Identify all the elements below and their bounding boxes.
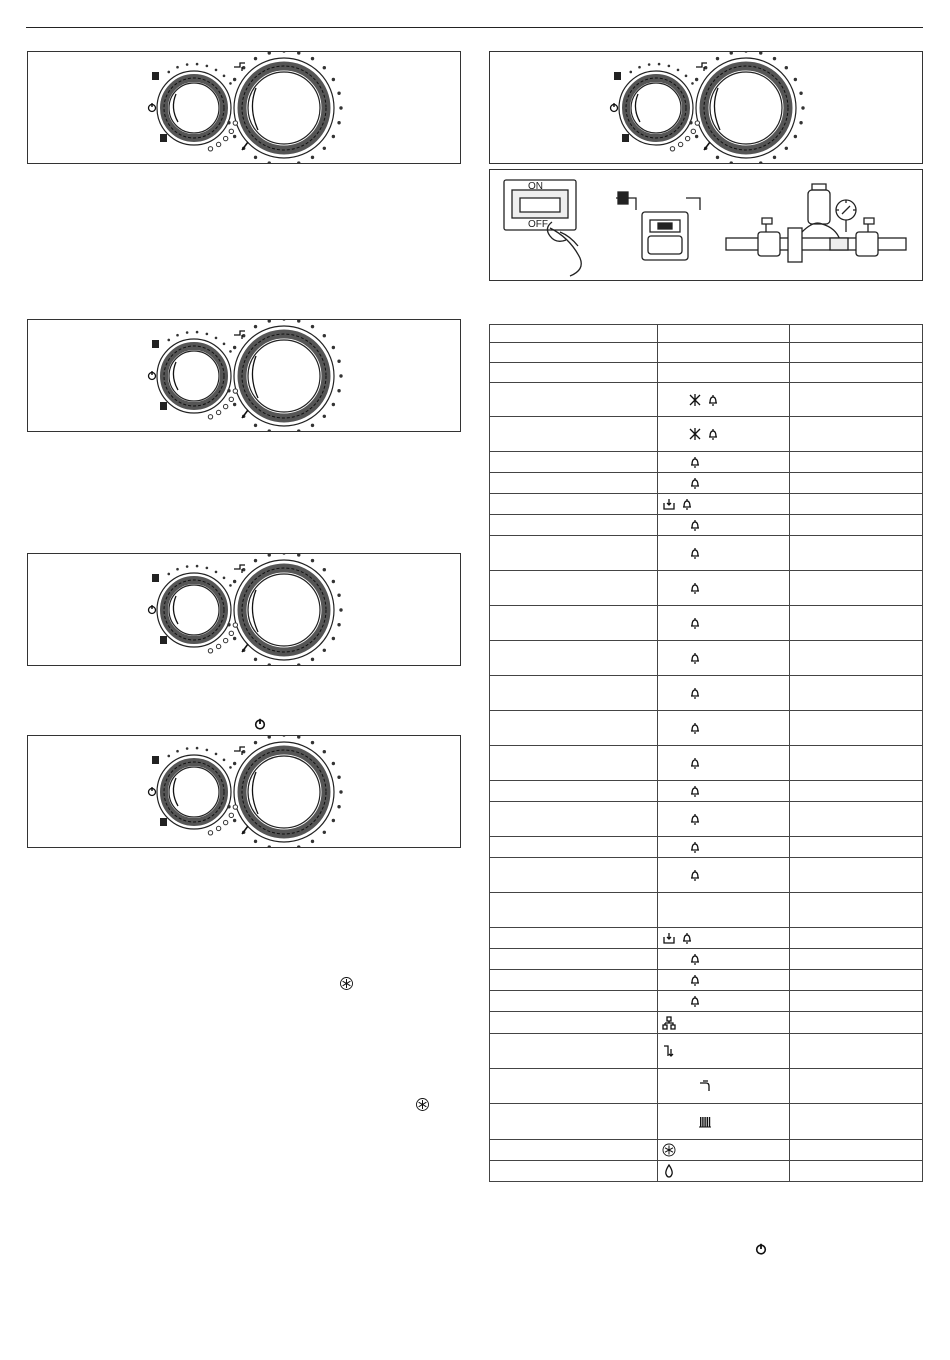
symbol-group (658, 581, 789, 595)
symbol-group (658, 455, 789, 469)
symbol-group (658, 497, 789, 511)
symbol-cell (658, 1069, 790, 1104)
installation-figure (489, 169, 923, 281)
code-cell (490, 571, 658, 606)
snowflake-icon (340, 977, 353, 990)
bell-icon (688, 994, 702, 1008)
pressure-icon (662, 931, 676, 945)
reset-cell (790, 417, 923, 452)
reset-cell (790, 452, 923, 473)
symbol-cell (658, 928, 790, 949)
symbol-cell (658, 1104, 790, 1140)
symbol-cell (658, 571, 790, 606)
symbol-group (658, 686, 789, 700)
table-row (490, 746, 923, 781)
symbol-group (658, 427, 789, 441)
symbol-cell (658, 991, 790, 1012)
symbol-cell (658, 970, 790, 991)
standby-icon (755, 1243, 767, 1255)
table-row (490, 325, 923, 343)
code-cell (490, 1161, 658, 1182)
code-cell (490, 363, 658, 383)
control-panel-figure-3 (27, 553, 461, 666)
bell-icon (706, 393, 720, 407)
table-row (490, 893, 923, 928)
standby-icon (149, 605, 156, 614)
reset-cell (790, 571, 923, 606)
bell-icon (680, 497, 694, 511)
reset-cell (790, 363, 923, 383)
symbol-cell (658, 606, 790, 641)
code-cell (490, 893, 658, 928)
table-row (490, 1069, 923, 1104)
bell-icon (688, 581, 702, 595)
symbol-group (658, 1079, 789, 1093)
bell-icon (688, 546, 702, 560)
standby-icon (611, 103, 618, 112)
table-row (490, 781, 923, 802)
table-row (490, 928, 923, 949)
control-panel-figure-4 (27, 735, 461, 848)
symbol-cell (658, 452, 790, 473)
snowflake-icon (662, 1143, 676, 1157)
gas-meter-illustration (616, 192, 700, 260)
symbol-group (658, 721, 789, 735)
bell-icon (688, 868, 702, 882)
code-cell (490, 1034, 658, 1069)
symbol-cell (658, 746, 790, 781)
symbol-cell (658, 343, 790, 363)
symbol-cell (658, 676, 790, 711)
snowflake-icon (416, 1098, 429, 1111)
symbol-group (658, 1164, 789, 1178)
reset-cell (790, 473, 923, 494)
reset-cell (790, 781, 923, 802)
reset-cell (790, 1161, 923, 1182)
reset-cell (790, 383, 923, 417)
symbol-group (658, 840, 789, 854)
symbol-group (658, 756, 789, 770)
symbol-cell (658, 949, 790, 970)
symbol-group (658, 931, 789, 945)
table-row (490, 383, 923, 417)
table-row (490, 494, 923, 515)
reset-cell (790, 515, 923, 536)
symbol-cell (658, 473, 790, 494)
table-row (490, 991, 923, 1012)
network-icon (662, 1016, 676, 1030)
code-cell (490, 991, 658, 1012)
symbol-cell (658, 417, 790, 452)
reset-cell (790, 858, 923, 893)
bell-icon (688, 973, 702, 987)
symbol-group (658, 952, 789, 966)
table-row (490, 571, 923, 606)
fan-icon (688, 427, 702, 441)
radiator-icon (160, 636, 167, 644)
reset-cell (790, 641, 923, 676)
symbol-cell (658, 711, 790, 746)
header-rule (26, 27, 923, 28)
table-row (490, 1140, 923, 1161)
table-row (490, 363, 923, 383)
reset-cell (790, 494, 923, 515)
reset-cell (790, 991, 923, 1012)
symbol-group (658, 812, 789, 826)
reset-cell (790, 928, 923, 949)
flame-icon (662, 1164, 676, 1178)
radiator-icon (160, 818, 167, 826)
table-row (490, 1104, 923, 1140)
control-panel-figure-2 (27, 319, 461, 432)
code-cell (490, 417, 658, 452)
symbol-cell (658, 536, 790, 571)
reset-cell (790, 1012, 923, 1034)
table-row (490, 452, 923, 473)
radiator-icon (152, 340, 159, 348)
code-cell (490, 711, 658, 746)
knob-drawing (28, 554, 460, 665)
code-cell (490, 802, 658, 837)
control-panel-figure-1 (27, 51, 461, 164)
knob-drawing (28, 736, 460, 847)
fault-code-table (489, 324, 923, 1182)
standby-icon (149, 371, 156, 380)
radiator-icon (698, 1115, 712, 1129)
symbol-group (658, 616, 789, 630)
bell-icon (688, 721, 702, 735)
symbol-group (658, 868, 789, 882)
reset-cell (790, 970, 923, 991)
bell-icon (688, 840, 702, 854)
bell-icon (688, 616, 702, 630)
code-cell (490, 606, 658, 641)
code-cell (490, 494, 658, 515)
reset-cell (790, 1034, 923, 1069)
bell-icon (688, 476, 702, 490)
code-cell (490, 536, 658, 571)
symbol-group (658, 1044, 789, 1058)
bell-icon (688, 812, 702, 826)
symbol-cell (658, 383, 790, 417)
code-cell (490, 1012, 658, 1034)
reset-cell (790, 893, 923, 928)
table-row (490, 417, 923, 452)
code-cell (490, 1069, 658, 1104)
reset-cell (790, 606, 923, 641)
bell-icon (688, 952, 702, 966)
symbol-cell (658, 363, 790, 383)
code-cell (490, 837, 658, 858)
code-cell (490, 746, 658, 781)
bell-icon (688, 686, 702, 700)
switch-on-label: ON (528, 181, 543, 192)
valve-assembly-illustration (726, 184, 906, 262)
reset-cell (790, 325, 923, 343)
symbol-cell (658, 1161, 790, 1182)
code-cell (490, 473, 658, 494)
radiator-icon (614, 72, 621, 80)
table-row (490, 858, 923, 893)
symbol-cell (658, 893, 790, 928)
table-row (490, 515, 923, 536)
code-cell (490, 676, 658, 711)
reset-cell (790, 343, 923, 363)
table-row (490, 536, 923, 571)
table-row (490, 711, 923, 746)
table-row (490, 970, 923, 991)
standby-icon (149, 103, 156, 112)
code-cell (490, 781, 658, 802)
table-row (490, 641, 923, 676)
table-row (490, 1161, 923, 1182)
bell-icon (688, 455, 702, 469)
flue-icon (662, 1044, 676, 1058)
bell-icon (688, 756, 702, 770)
standby-icon (149, 787, 156, 796)
table-row (490, 676, 923, 711)
knob-drawing (490, 52, 922, 163)
table-row (490, 343, 923, 363)
symbol-group (658, 393, 789, 407)
symbol-cell (658, 325, 790, 343)
symbol-cell (658, 641, 790, 676)
bell-icon (688, 651, 702, 665)
symbol-cell (658, 1034, 790, 1069)
installation-drawing (490, 170, 922, 280)
symbol-cell (658, 858, 790, 893)
fan-icon (688, 393, 702, 407)
symbol-group (658, 476, 789, 490)
code-cell (490, 452, 658, 473)
radiator-icon (152, 574, 159, 582)
symbol-group (658, 1143, 789, 1157)
reset-cell (790, 1069, 923, 1104)
code-cell (490, 343, 658, 363)
radiator-icon (152, 756, 159, 764)
control-panel-figure-5 (489, 51, 923, 164)
bell-icon (680, 931, 694, 945)
radiator-icon (160, 134, 167, 142)
reset-cell (790, 1140, 923, 1161)
reset-cell (790, 711, 923, 746)
symbol-group (658, 546, 789, 560)
bell-icon (688, 518, 702, 532)
code-cell (490, 928, 658, 949)
symbol-cell (658, 1012, 790, 1034)
code-cell (490, 641, 658, 676)
radiator-icon (152, 72, 159, 80)
pressure-icon (662, 497, 676, 511)
reset-cell (790, 746, 923, 781)
symbol-group (658, 1016, 789, 1030)
knob-drawing (28, 52, 460, 163)
standby-icon (254, 718, 266, 730)
table-row (490, 473, 923, 494)
symbol-group (658, 973, 789, 987)
table-row (490, 802, 923, 837)
table-row (490, 949, 923, 970)
symbol-group (658, 994, 789, 1008)
table-row (490, 606, 923, 641)
code-cell (490, 949, 658, 970)
table-row (490, 837, 923, 858)
radiator-icon (160, 402, 167, 410)
reset-cell (790, 676, 923, 711)
table-row (490, 1012, 923, 1034)
code-cell (490, 970, 658, 991)
tap-icon (698, 1079, 712, 1093)
radiator-icon (622, 134, 629, 142)
switch-off-label: OFF (528, 219, 548, 230)
knob-drawing (28, 320, 460, 431)
reset-cell (790, 1104, 923, 1140)
symbol-group (658, 1115, 789, 1129)
reset-cell (790, 837, 923, 858)
symbol-cell (658, 1140, 790, 1161)
reset-cell (790, 536, 923, 571)
bell-icon (706, 427, 720, 441)
symbol-cell (658, 802, 790, 837)
symbol-cell (658, 781, 790, 802)
reset-cell (790, 949, 923, 970)
bell-icon (688, 784, 702, 798)
code-cell (490, 515, 658, 536)
symbol-group (658, 518, 789, 532)
symbol-cell (658, 494, 790, 515)
code-cell (490, 325, 658, 343)
symbol-cell (658, 837, 790, 858)
code-cell (490, 1140, 658, 1161)
code-cell (490, 858, 658, 893)
symbol-group (658, 784, 789, 798)
symbol-cell (658, 515, 790, 536)
symbol-group (658, 651, 789, 665)
table-row (490, 1034, 923, 1069)
code-cell (490, 1104, 658, 1140)
code-cell (490, 383, 658, 417)
reset-cell (790, 802, 923, 837)
